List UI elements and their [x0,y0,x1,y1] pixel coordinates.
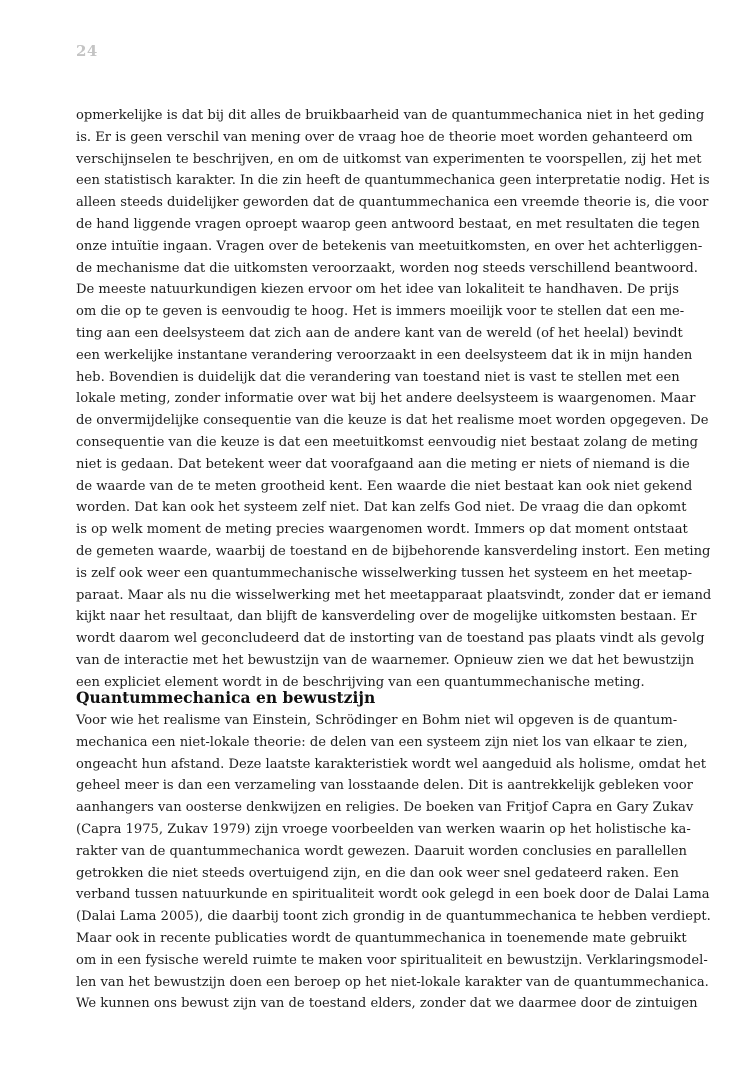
text-line: mechanica een niet-lokale theorie: de delen van een systeem zijn niet los van elkaar te zien, [76,734,688,750]
text-line: (Capra 1975, Zukav 1979) zijn vroege voorbeelden van werken waarin op het holistische ka- [76,821,691,837]
text-line: rakter van de quantummechanica wordt gewezen. Daaruit worden conclusies en parallellen [76,843,687,859]
text-line: kijkt naar het resultaat, dan blijft de kansverdeling over de mogelijke uitkomsten bestaan. Er [76,609,697,625]
text-line: (Dalai Lama 2005), die daarbij toont zich grondig in de quantummechanica te hebben verdiept. [76,909,711,925]
text-line: om in een fysische wereld ruimte te maken voor spiritualiteit en bewustzijn. Verklaringsmodel- [76,952,708,968]
text-line: een statistisch karakter. In die zin heeft de quantummechanica geen interpretatie nodig. Het is [76,173,710,189]
text-line: Voor wie het realisme van Einstein, Schrödinger en Bohm niet wil opgeven is de quantum- [76,713,678,728]
text-line: De meeste natuurkundigen kiezen ervoor om het idee van lokaliteit te handhaven. De prijs [76,282,679,298]
section-heading: Quantummechanica en bewustzijn [76,688,376,707]
text-line: een expliciet element wordt in de beschrijving van een quantummechanische meting. [76,674,645,690]
text-line: een werkelijke instantane verandering veroorzaakt in een deelsysteem dat ik in mijn handen [76,347,693,363]
text-line: van de interactie met het bewustzijn van de waarnemer. Opnieuw zien we dat het bewustzijn [76,652,695,668]
page-number: 24 [76,42,98,60]
text-line: getrokken die niet steeds overtuigend zijn, en die dan ook weer snel gedateerd raken. Een [76,865,679,881]
text-line: consequentie van die keuze is dat een meetuitkomst eenvoudig niet bestaat zolang de meting [76,434,699,450]
text-line: We kunnen ons bewust zijn van de toestand elders, zonder dat we daarmee door de zintuigen [76,996,698,1012]
text-line: aanhangers van oosterse denkwijzen en religies. De boeken van Fritjof Capra en Gary Zukav [76,800,694,816]
text-line: alleen steeds duidelijker geworden dat de quantummechanica een vreemde theorie is, die voor [76,195,709,211]
text-line: de waarde van de te meten grootheid kent. Een waarde die niet bestaat kan ook niet gekend [76,478,693,494]
text-line: de onvermijdelijke consequentie van die keuze is dat het realisme moet worden opgegeven. De [76,413,709,429]
text-line: de hand liggende vragen oproept waarop geen antwoord bestaat, en met resultaten die tegen [76,216,700,232]
text-line: onze intuïtie ingaan. Vragen over de betekenis van meetuitkomsten, en over het achterliggen- [76,238,703,254]
text-line: worden. Dat kan ook het systeem zelf niet. Dat kan zelfs God niet. De vraag die dan opkomt [76,500,687,516]
body-paragraph-1 [76,105,712,694]
text-line: opmerkelijke is dat bij dit alles de bruikbaarheid van de quantummechanica niet in het geding [76,108,705,123]
text-line: verband tussen natuurkunde en spiritualiteit wordt ook gelegd in een boek door de Dalai Lama [76,887,710,903]
body-paragraph-2 [76,710,711,1015]
text-line: de gemeten waarde, waarbij de toestand en de bijbehorende kansverdeling instort. Een meting [76,543,711,559]
text-line: niet is gedaan. Dat betekent weer dat voorafgaand aan die meting er niets of niemand is die [76,456,690,472]
text-line: wordt daarom wel geconcludeerd dat de instorting van de toestand pas plaats vindt als gevolg [76,631,705,647]
text-line: is. Er is geen verschil van mening over de vraag hoe de theorie moet worden gehanteerd om [76,129,693,145]
text-line: paraat. Maar als nu die wisselwerking met het meetapparaat plaatsvindt, zonder dat er iemand [76,587,712,603]
text-line: heb. Bovendien is duidelijk dat die verandering van toestand niet is vast te stellen met een [76,369,680,385]
text-line: ongeacht hun afstand. Deze laatste karakteristiek wordt wel aangeduid als holisme, omdat het [76,756,707,772]
text-line: lokale meting, zonder informatie over wat bij het andere deelsysteem is waargenomen. Maar [76,391,696,407]
text-line: ting aan een deelsysteem dat zich aan de andere kant van de wereld (of het heelal) bevindt [76,325,683,341]
text-line: Maar ook in recente publicaties wordt de quantummechanica in toenemende mate gebruikt [76,930,687,946]
text-line: verschijnselen te beschrijven, en om de uitkomst van experimenten te voorspellen, zij het met [76,151,702,167]
text-line: om die op te geven is eenvoudig te hoog. Het is immers moeilijk voor te stellen dat een me- [76,304,685,320]
text-line: is zelf ook weer een quantummechanische wisselwerking tussen het systeem en het meetap- [76,565,692,581]
text-line: geheel meer is dan een verzameling van losstaande delen. Dit is aantrekkelijk gebleken voor [76,778,693,794]
text-line: is op welk moment de meting precies waargenomen wordt. Immers op dat moment ontstaat [76,522,688,538]
text-line: len van het bewustzijn doen een beroep op het niet-lokale karakter van de quantummechanica. [76,974,709,990]
text-line: de mechanisme dat die uitkomsten veroorzaakt, worden nog steeds verschillend beantwoord. [76,260,698,276]
